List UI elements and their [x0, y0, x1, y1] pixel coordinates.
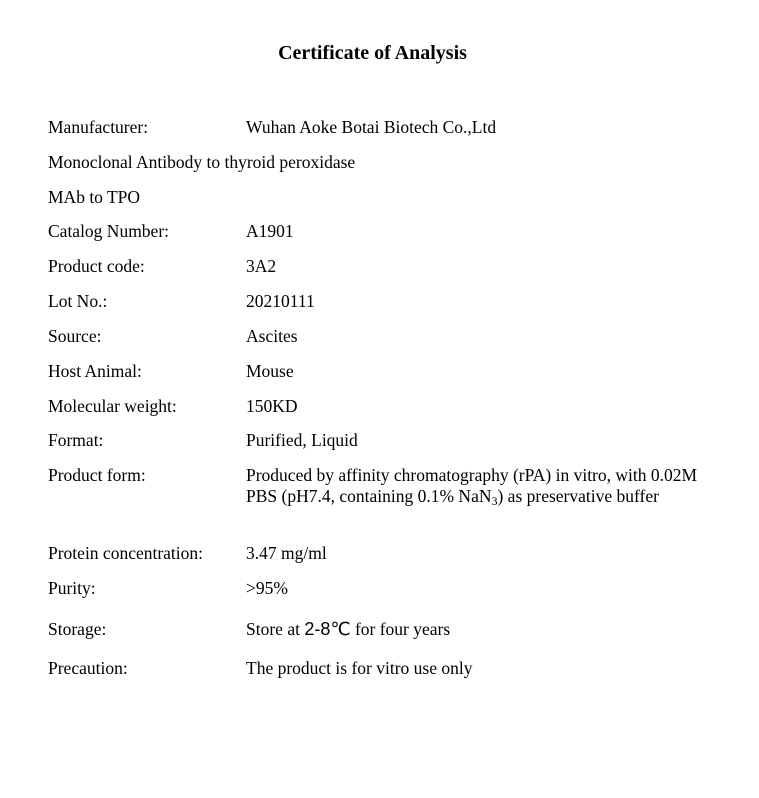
format-value: Purified, Liquid [246, 430, 358, 450]
format-label: Format: [48, 430, 104, 450]
product-form-subscript: 3 [491, 494, 498, 508]
product-code-value: 3A2 [246, 256, 277, 276]
source-value: Ascites [246, 326, 298, 346]
product-form-text-part1: Produced by affinity chromatography (rPA) in vitro, with 0.02M PBS (pH7.4, containing 0.1% NaN [246, 465, 698, 506]
catalog-number-value: A1901 [246, 221, 294, 241]
protein-concentration-label: Protein concentration: [48, 543, 204, 563]
purity-label: Purity: [48, 578, 96, 598]
product-form-value [246, 465, 716, 509]
manufacturer-label: Manufacturer: [48, 117, 149, 137]
storage-value [246, 619, 716, 640]
storage-suffix: for four years [350, 619, 451, 639]
document-title: Certificate of Analysis [278, 42, 467, 64]
lot-no-label: Lot No.: [48, 291, 108, 311]
storage-prefix: Store at [246, 619, 305, 639]
lot-no-value: 20210111 [246, 291, 315, 311]
host-animal-value: Mouse [246, 361, 294, 381]
molecular-weight-label: Molecular weight: [48, 396, 177, 416]
precaution-value: The product is for vitro use only [246, 658, 473, 678]
purity-value: >95% [246, 578, 288, 598]
molecular-weight-value: 150KD [246, 396, 298, 416]
host-animal-label: Host Animal: [48, 361, 142, 381]
product-code-label: Product code: [48, 256, 145, 276]
storage-temperature: 2-8℃ [304, 619, 351, 639]
source-label: Source: [48, 326, 102, 346]
product-form-text-part2: ) as preservative buffer [497, 486, 659, 506]
product-form-label: Product form: [48, 465, 146, 485]
protein-concentration-value: 3.47 mg/ml [246, 543, 327, 563]
short-name: MAb to TPO [48, 187, 141, 207]
manufacturer-value: Wuhan Aoke Botai Biotech Co.,Ltd [246, 117, 497, 137]
product-name: Monoclonal Antibody to thyroid peroxidase [48, 152, 356, 172]
storage-label: Storage: [48, 619, 107, 639]
precaution-label: Precaution: [48, 658, 128, 678]
catalog-number-label: Catalog Number: [48, 221, 170, 241]
